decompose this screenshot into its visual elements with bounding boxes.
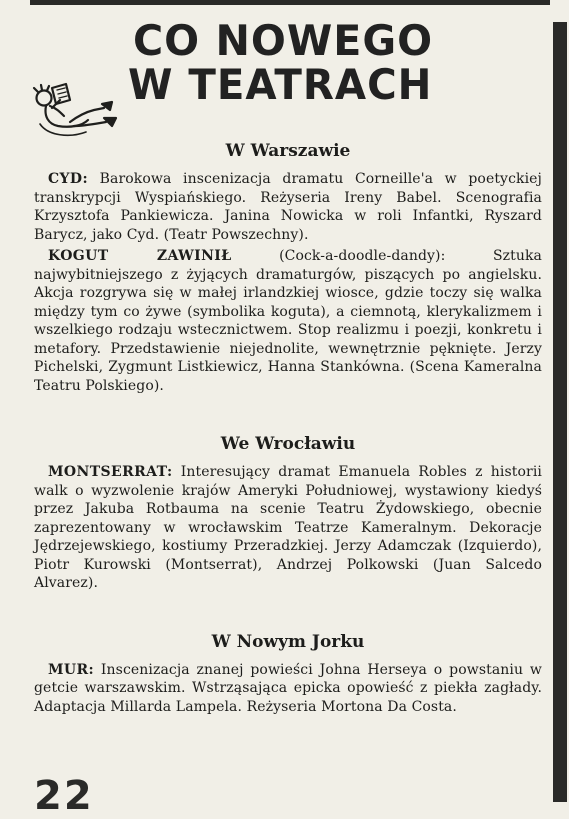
- entry-title: KOGUT ZAWINIŁ: [48, 248, 232, 264]
- column-title-line-2: W TEATRACH: [128, 60, 433, 109]
- section-heading-nowy-jork: W Nowym Jorku: [211, 631, 365, 652]
- entry-text: Barokowa inscenizacja dramatu Corneille'a w poetyckiej transkrypcji Wyspiańskiego. Reżyseria Ireny Babel. Scenografia Krzysztofa Pankiewicza. Janina Nowicka w roli Infantki, Ryszard Barycz, jako Cyd. (Teatr Powszechny).: [34, 171, 542, 243]
- section-heading-wroclaw: We Wrocławiu: [220, 434, 356, 454]
- column-body: [34, 140, 542, 716]
- entry-kogut-zawinil: [34, 247, 542, 395]
- page-number: 22: [34, 773, 94, 819]
- entry-text: Inscenizacja znanej powieści Johna Herseya o powstaniu w getcie warszawskim. Wstrząsająca epicka opowieść z piekła zagłady. Adaptacja Millarda Lampela. Reżyseria Mortona Da Costa.: [34, 661, 542, 715]
- entry-montserrat: [34, 463, 542, 593]
- entry-text: (Cock-a-doodle-dandy): Sztuka najwybitniejszego z żyjących dramaturgów, piszących po angielsku. Akcja rozgrywa się w małej irlandzkiej wiosce, gdzie toczy się walka między tym co żywe (symbolika koguta), a ciemnotą, klerykalizmem i wszelkiego rodzaju wstecznictwem. Stop realizmu i poezji, konkretu i metafory. Przedstawienie niejednolite, wewnętrznie pęknięte. Jerzy Pichelski, Zygmunt Listkiewicz, Hanna Stankówna. (Scena Kameralna Teatru Polskiego).: [34, 248, 542, 394]
- section-heading-warszawa: W Warszawie: [225, 141, 351, 161]
- reading-figure-icon: [30, 78, 118, 140]
- entry-title: MONTSERRAT:: [48, 464, 173, 480]
- entry-cyd: [34, 170, 542, 244]
- entry-mur: [34, 661, 542, 717]
- column-title-line-1: CO NOWEGO: [133, 16, 434, 65]
- column-header: [0, 0, 560, 140]
- entry-title: MUR:: [48, 661, 95, 678]
- entry-title: CYD:: [48, 171, 89, 187]
- entry-text: Interesujący dramat Emanuela Robles z historii walk o wyzwolenie krajów Ameryki Południowej, wystawiony kiedyś przez Jakuba Rotbauma na scenie Teatru Żydowskiego, obecnie zaprezentowany w wrocławskim Teatrze Kameralnym. Dekoracje Jędrzejewskiego, kostiumy Przeradzkiej. Jerzy Adamczak (Izquierdo), Piotr Kurowski (Montserrat), Andrzej Polkowski (Juan Salcedo Alvarez).: [34, 464, 542, 591]
